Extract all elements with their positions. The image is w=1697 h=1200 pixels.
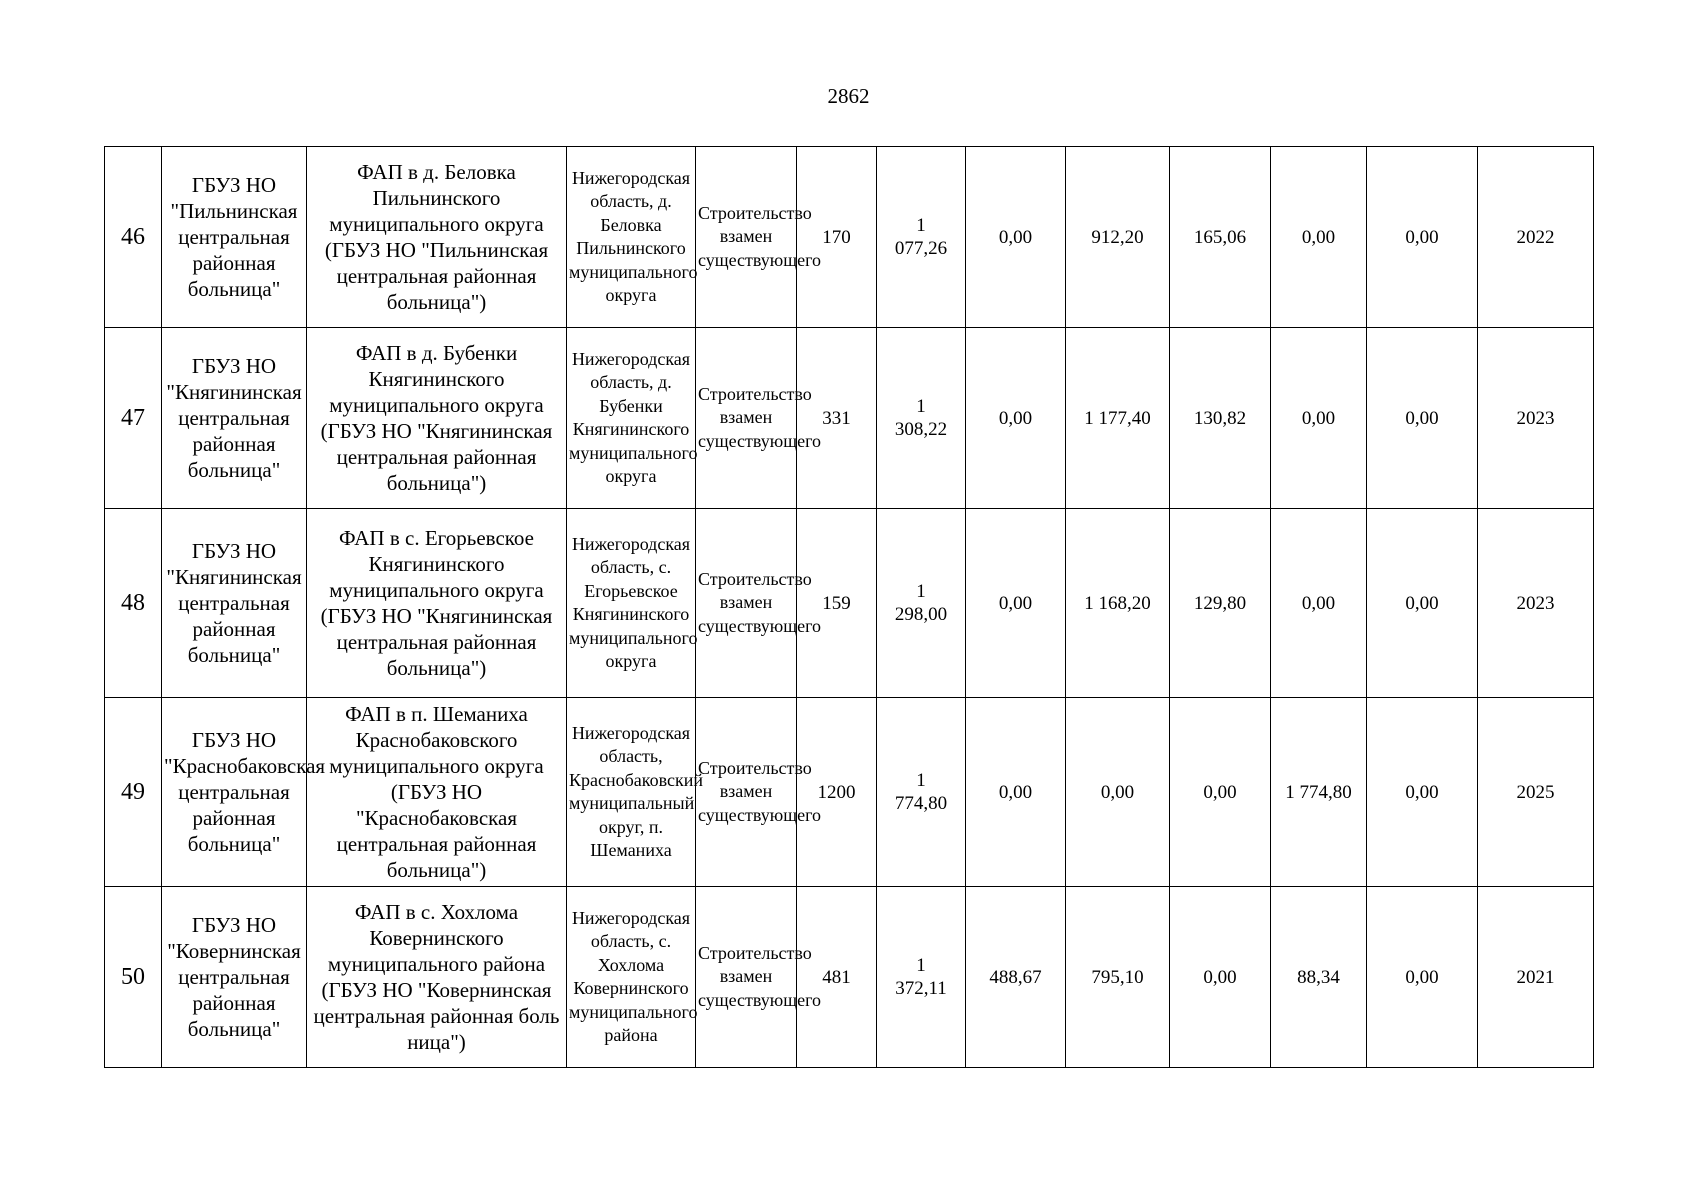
visits-cell: 481 bbox=[797, 887, 877, 1068]
funding-cell-2: 912,20 bbox=[1066, 147, 1170, 328]
visits-cell: 331 bbox=[797, 328, 877, 509]
object-cell: ФАП в д. Бубенки Княгининского муниципального округа (ГБУЗ НО "Княгининская центральная районная больница") bbox=[307, 328, 567, 509]
object-cell: ФАП в с. Хохлома Ковернинского муниципального района (ГБУЗ НО "Ковернинская центральная районная боль ница") bbox=[307, 887, 567, 1068]
page-number: 2862 bbox=[827, 84, 870, 108]
total-cost-cell bbox=[877, 887, 966, 1068]
row-number-cell: 46 bbox=[105, 147, 162, 328]
funding-cell-5: 0,00 bbox=[1367, 887, 1478, 1068]
work-type-cell: Строительство взамен существующего bbox=[696, 887, 797, 1068]
funding-cell-4: 0,00 bbox=[1271, 147, 1367, 328]
address-cell: Нижегородская область, с. Егорьевское Княгининского муниципального округа bbox=[567, 509, 696, 698]
year-cell: 2021 bbox=[1478, 887, 1594, 1068]
row-number-cell: 47 bbox=[105, 328, 162, 509]
funding-cell-4: 0,00 bbox=[1271, 328, 1367, 509]
total-cost-value: 1 077,26 bbox=[894, 215, 948, 259]
table-row bbox=[105, 887, 1594, 1068]
funding-cell-1: 0,00 bbox=[966, 328, 1066, 509]
table-row bbox=[105, 147, 1594, 328]
funding-cell-1: 488,67 bbox=[966, 887, 1066, 1068]
funding-cell-1: 0,00 bbox=[966, 509, 1066, 698]
address-cell: Нижегородская область, д. Беловка Пильнинского муниципального округа bbox=[567, 147, 696, 328]
institution-cell: ГБУЗ НО "Краснобаковская центральная районная больница" bbox=[162, 698, 307, 887]
institution-cell: ГБУЗ НО "Княгининская центральная районная больница" bbox=[162, 328, 307, 509]
funding-cell-1: 0,00 bbox=[966, 147, 1066, 328]
object-cell: ФАП в п. Шеманиха Краснобаковского муниципального округа (ГБУЗ НО "Краснобаковская центральная районная больница") bbox=[307, 698, 567, 887]
funding-cell-3: 0,00 bbox=[1170, 887, 1271, 1068]
visits-cell: 1200 bbox=[797, 698, 877, 887]
institution-cell: ГБУЗ НО "Ковернинская центральная районная больница" bbox=[162, 887, 307, 1068]
total-cost-value: 1 308,22 bbox=[894, 396, 948, 440]
institution-cell: ГБУЗ НО "Пильнинская центральная районная больница" bbox=[162, 147, 307, 328]
table-body bbox=[105, 147, 1594, 1068]
funding-cell-5: 0,00 bbox=[1367, 509, 1478, 698]
funding-cell-2: 1 168,20 bbox=[1066, 509, 1170, 698]
funding-cell-3: 0,00 bbox=[1170, 698, 1271, 887]
year-cell: 2022 bbox=[1478, 147, 1594, 328]
funding-cell-2: 1 177,40 bbox=[1066, 328, 1170, 509]
visits-cell: 170 bbox=[797, 147, 877, 328]
funding-cell-4: 88,34 bbox=[1271, 887, 1367, 1068]
year-cell: 2023 bbox=[1478, 509, 1594, 698]
funding-cell-4: 0,00 bbox=[1271, 509, 1367, 698]
year-cell: 2025 bbox=[1478, 698, 1594, 887]
address-cell: Нижегородская область, с. Хохлома Ковернинского муниципального района bbox=[567, 887, 696, 1068]
funding-cell-1: 0,00 bbox=[966, 698, 1066, 887]
total-cost-value: 1 372,11 bbox=[895, 955, 947, 999]
table-row bbox=[105, 698, 1594, 887]
funding-cell-2: 795,10 bbox=[1066, 887, 1170, 1068]
object-cell: ФАП в д. Беловка Пильнинского муниципального округа (ГБУЗ НО "Пильнинская центральная районная больница") bbox=[307, 147, 567, 328]
year-cell: 2023 bbox=[1478, 328, 1594, 509]
funding-cell-3: 129,80 bbox=[1170, 509, 1271, 698]
funding-cell-5: 0,00 bbox=[1367, 328, 1478, 509]
work-type-cell: Строительство взамен существующего bbox=[696, 509, 797, 698]
total-cost-value: 1 298,00 bbox=[894, 581, 948, 625]
funding-cell-3: 165,06 bbox=[1170, 147, 1271, 328]
address-cell: Нижегородская область, Краснобаковский муниципальный округ, п. Шеманиха bbox=[567, 698, 696, 887]
total-cost-cell bbox=[877, 328, 966, 509]
work-type-cell: Строительство взамен существующего bbox=[696, 698, 797, 887]
total-cost-cell bbox=[877, 509, 966, 698]
total-cost-cell bbox=[877, 698, 966, 887]
row-number-cell: 49 bbox=[105, 698, 162, 887]
work-type-cell: Строительство взамен существующего bbox=[696, 328, 797, 509]
work-type-cell: Строительство взамен существующего bbox=[696, 147, 797, 328]
address-cell: Нижегородская область, д. Бубенки Княгининского муниципального округа bbox=[567, 328, 696, 509]
funding-cell-4: 1 774,80 bbox=[1271, 698, 1367, 887]
visits-cell: 159 bbox=[797, 509, 877, 698]
funding-cell-5: 0,00 bbox=[1367, 147, 1478, 328]
table-row bbox=[105, 328, 1594, 509]
row-number-cell: 48 bbox=[105, 509, 162, 698]
total-cost-value: 1 774,80 bbox=[894, 770, 948, 814]
facilities-table bbox=[104, 146, 1594, 1068]
funding-cell-5: 0,00 bbox=[1367, 698, 1478, 887]
funding-cell-2: 0,00 bbox=[1066, 698, 1170, 887]
row-number-cell: 50 bbox=[105, 887, 162, 1068]
funding-cell-3: 130,82 bbox=[1170, 328, 1271, 509]
total-cost-cell bbox=[877, 147, 966, 328]
object-cell: ФАП в с. Егорьевское Княгининского муниципального округа (ГБУЗ НО "Княгининская центральная районная больница") bbox=[307, 509, 567, 698]
institution-cell: ГБУЗ НО "Княгининская центральная районная больница" bbox=[162, 509, 307, 698]
table-row bbox=[105, 509, 1594, 698]
